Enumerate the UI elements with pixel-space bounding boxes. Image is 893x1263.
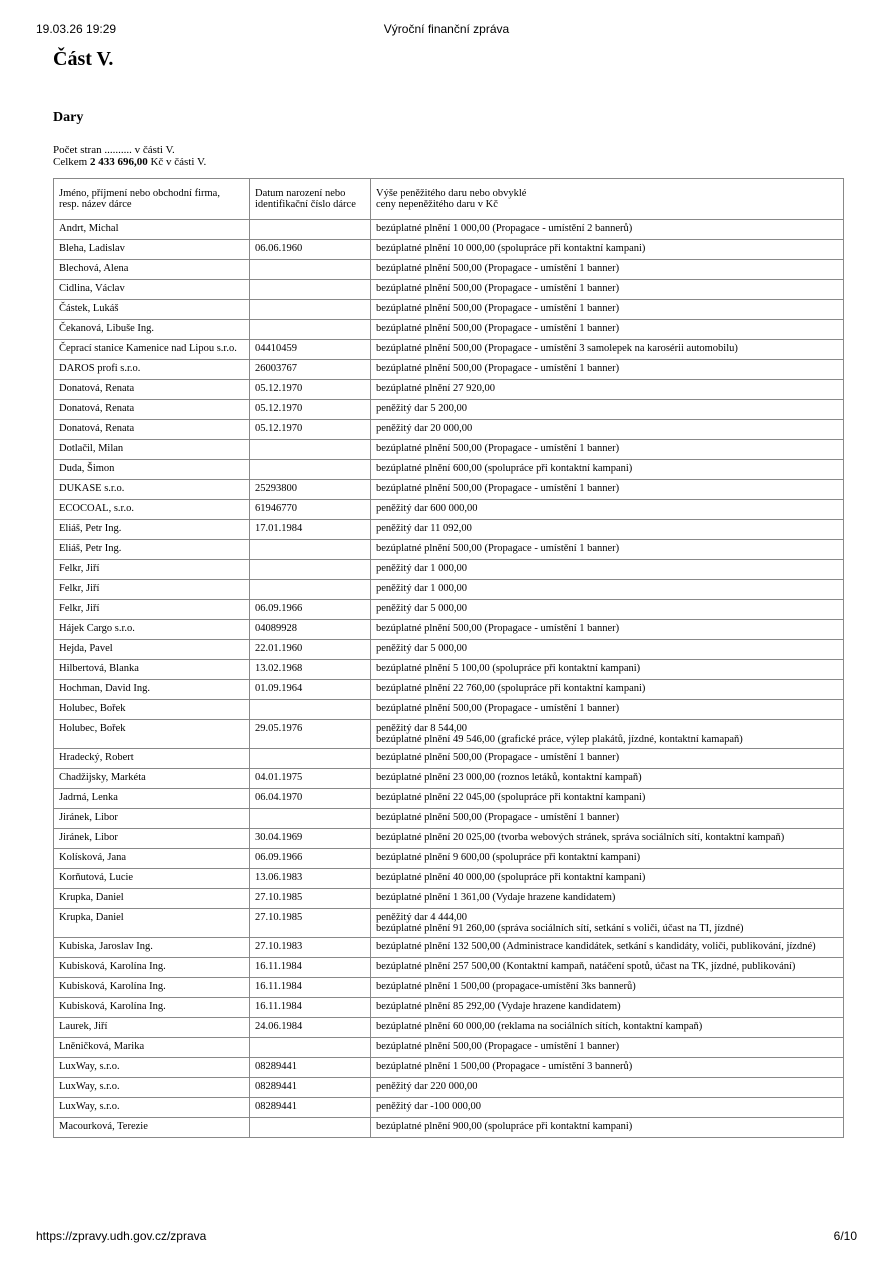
donor-name-cell: LuxWay, s.r.o. xyxy=(54,1058,250,1078)
donor-name-cell: Laurek, Jiří xyxy=(54,1018,250,1038)
donor-id-cell: 04410459 xyxy=(250,340,371,360)
table-row xyxy=(54,1118,844,1138)
donor-id-cell xyxy=(250,700,371,720)
table-row xyxy=(54,909,844,938)
donation-amount-cell: bezúplatné plnění 5 100,00 (spolupráce při kontaktní kampani) xyxy=(371,660,844,680)
donation-amount-cell: peněžitý dar 4 444,00 bezúplatné plnění 91 260,00 (správa sociálních sítí, setkání s voliči, účast na TI, jízdné) xyxy=(371,909,844,938)
donation-amount-cell: peněžitý dar 600 000,00 xyxy=(371,500,844,520)
donor-name-cell: Hochman, David Ing. xyxy=(54,680,250,700)
donor-id-cell xyxy=(250,460,371,480)
donor-name-cell: Kolísková, Jana xyxy=(54,849,250,869)
donor-id-cell: 08289441 xyxy=(250,1078,371,1098)
table-row xyxy=(54,849,844,869)
table-row xyxy=(54,749,844,769)
donation-amount-cell: bezúplatné plnění 500,00 (Propagace - umístění 1 banner) xyxy=(371,809,844,829)
donation-amount-cell: bezúplatné plnění 500,00 (Propagace - umístění 1 banner) xyxy=(371,1038,844,1058)
donor-name-cell: Felkr, Jiří xyxy=(54,580,250,600)
donation-amount-cell: peněžitý dar 5 200,00 xyxy=(371,400,844,420)
donation-amount-cell: peněžitý dar 11 092,00 xyxy=(371,520,844,540)
donor-name-cell: LuxWay, s.r.o. xyxy=(54,1078,250,1098)
donor-id-cell: 24.06.1984 xyxy=(250,1018,371,1038)
donor-id-cell: 04089928 xyxy=(250,620,371,640)
table-row xyxy=(54,869,844,889)
table-row xyxy=(54,680,844,700)
table-row xyxy=(54,938,844,958)
table-row xyxy=(54,1098,844,1118)
table-row xyxy=(54,998,844,1018)
donor-name-cell: Donatová, Renata xyxy=(54,380,250,400)
donor-id-cell: 29.05.1976 xyxy=(250,720,371,749)
donation-amount-cell: bezúplatné plnění 900,00 (spolupráce při kontaktní kampani) xyxy=(371,1118,844,1138)
donor-name-cell: Felkr, Jiří xyxy=(54,560,250,580)
donor-name-cell: Kubisková, Karolína Ing. xyxy=(54,978,250,998)
table-row xyxy=(54,1038,844,1058)
donor-name-cell: Krupka, Daniel xyxy=(54,909,250,938)
donor-id-cell xyxy=(250,1118,371,1138)
page-number: 6/10 xyxy=(833,1229,857,1243)
total-suffix: Kč v části V. xyxy=(147,156,207,168)
table-row xyxy=(54,440,844,460)
donor-id-cell: 13.06.1983 xyxy=(250,869,371,889)
donation-amount-cell: peněžitý dar 8 544,00 bezúplatné plnění 49 546,00 (grafické práce, výlep plakátů, jízdné, kontaktní kamapaň) xyxy=(371,720,844,749)
donor-name-cell: Macourková, Terezie xyxy=(54,1118,250,1138)
table-row xyxy=(54,700,844,720)
donor-id-cell xyxy=(250,1038,371,1058)
donation-amount-cell: peněžitý dar 220 000,00 xyxy=(371,1078,844,1098)
table-row xyxy=(54,240,844,260)
table-row xyxy=(54,720,844,749)
table-row xyxy=(54,380,844,400)
donor-id-cell: 06.09.1966 xyxy=(250,600,371,620)
table-row xyxy=(54,978,844,998)
donor-name-cell: Hejda, Pavel xyxy=(54,640,250,660)
donor-id-cell: 61946770 xyxy=(250,500,371,520)
donor-name-cell: Holubec, Bořek xyxy=(54,700,250,720)
donor-id-cell: 27.10.1985 xyxy=(250,909,371,938)
donation-amount-cell: bezúplatné plnění 500,00 (Propagace - umístění 1 banner) xyxy=(371,440,844,460)
donor-name-cell: DUKASE s.r.o. xyxy=(54,480,250,500)
table-row xyxy=(54,620,844,640)
donor-id-cell: 04.01.1975 xyxy=(250,769,371,789)
donor-name-cell: Cidlina, Václav xyxy=(54,280,250,300)
total-value: 2 433 696,00 xyxy=(89,156,148,168)
donor-id-cell xyxy=(250,220,371,240)
table-row xyxy=(54,560,844,580)
donor-id-cell: 08289441 xyxy=(250,1098,371,1118)
donation-amount-cell: peněžitý dar 5 000,00 xyxy=(371,640,844,660)
table-row xyxy=(54,260,844,280)
table-row xyxy=(54,580,844,600)
table-row xyxy=(54,640,844,660)
part-title: Část V. xyxy=(53,48,114,70)
donor-name-cell: Lněničková, Marika xyxy=(54,1038,250,1058)
table-row xyxy=(54,400,844,420)
donation-amount-cell: bezúplatné plnění 500,00 (Propagace - umístění 1 banner) xyxy=(371,260,844,280)
donor-id-cell: 06.04.1970 xyxy=(250,789,371,809)
table-row xyxy=(54,280,844,300)
header-donation-amount: Výše peněžitého daru nebo obvyklé ceny nepeněžitého daru v Kč xyxy=(371,179,844,220)
donor-id-cell: 27.10.1983 xyxy=(250,938,371,958)
donor-name-cell: Částek, Lukáš xyxy=(54,300,250,320)
page-url: https://zpravy.udh.gov.cz/zprava xyxy=(36,1229,207,1243)
table-header-row xyxy=(54,179,844,220)
donation-amount-cell: bezúplatné plnění 1 361,00 (Vydaje hrazene kandidatem) xyxy=(371,889,844,909)
table-row xyxy=(54,520,844,540)
total-prefix: Celkem xyxy=(53,156,90,168)
donation-amount-cell: peněžitý dar -100 000,00 xyxy=(371,1098,844,1118)
donor-name-cell: Hradecký, Robert xyxy=(54,749,250,769)
donation-amount-cell: bezúplatné plnění 500,00 (Propagace - umístění 1 banner) xyxy=(371,280,844,300)
donor-id-cell: 13.02.1968 xyxy=(250,660,371,680)
total-line xyxy=(53,156,206,168)
donor-name-cell: Chadžijsky, Markéta xyxy=(54,769,250,789)
donation-amount-cell: bezúplatné plnění 500,00 (Propagace - umístění 1 banner) xyxy=(371,749,844,769)
donor-name-cell: Dotlačil, Milan xyxy=(54,440,250,460)
table-row xyxy=(54,360,844,380)
pages-count-line: Počet stran .......... v části V. xyxy=(53,144,175,156)
document-title: Výroční finanční zpráva xyxy=(383,22,510,36)
donor-id-cell: 25293800 xyxy=(250,480,371,500)
donor-id-cell xyxy=(250,300,371,320)
donor-id-cell: 05.12.1970 xyxy=(250,400,371,420)
donation-amount-cell: bezúplatné plnění 22 045,00 (spolupráce při kontaktní kampani) xyxy=(371,789,844,809)
donation-amount-cell: bezúplatné plnění 60 000,00 (reklama na sociálních sítích, kontaktní kampaň) xyxy=(371,1018,844,1038)
donation-amount-cell: bezúplatné plnění 500,00 (Propagace - umístění 1 banner) xyxy=(371,360,844,380)
table-row xyxy=(54,789,844,809)
donor-id-cell xyxy=(250,749,371,769)
donor-name-cell: Duda, Šimon xyxy=(54,460,250,480)
table-row xyxy=(54,958,844,978)
donor-name-cell: Holubec, Bořek xyxy=(54,720,250,749)
table-row xyxy=(54,480,844,500)
donation-amount-cell: bezúplatné plnění 40 000,00 (spolupráce při kontaktní kampani) xyxy=(371,869,844,889)
donation-amount-cell: bezúplatné plnění 500,00 (Propagace - umístění 3 samolepek na karosérii automobilu) xyxy=(371,340,844,360)
donation-amount-cell: bezúplatné plnění 500,00 (Propagace - umístění 1 banner) xyxy=(371,620,844,640)
donor-name-cell: Felkr, Jiří xyxy=(54,600,250,620)
table-row xyxy=(54,660,844,680)
donation-amount-cell: bezúplatné plnění 27 920,00 xyxy=(371,380,844,400)
donation-amount-cell: bezúplatné plnění 600,00 (spolupráce při kontaktní kampani) xyxy=(371,460,844,480)
section-summary xyxy=(53,144,206,168)
donor-name-cell: Donatová, Renata xyxy=(54,400,250,420)
donor-id-cell xyxy=(250,320,371,340)
donor-id-cell: 27.10.1985 xyxy=(250,889,371,909)
table-row xyxy=(54,340,844,360)
donor-name-cell: Kubiska, Jaroslav Ing. xyxy=(54,938,250,958)
donors-table xyxy=(53,178,844,1138)
donation-amount-cell: peněžitý dar 1 000,00 xyxy=(371,580,844,600)
donor-name-cell: Korňutová, Lucie xyxy=(54,869,250,889)
donor-id-cell: 26003767 xyxy=(250,360,371,380)
donor-name-cell: Jiránek, Libor xyxy=(54,829,250,849)
donation-amount-cell: bezúplatné plnění 257 500,00 (Kontaktní kampaň, natáčení spotů, účast na TK, jízdné, publikování) xyxy=(371,958,844,978)
donor-id-cell: 16.11.1984 xyxy=(250,978,371,998)
donation-amount-cell: bezúplatné plnění 500,00 (Propagace - umístění 1 banner) xyxy=(371,540,844,560)
table-row xyxy=(54,769,844,789)
donation-amount-cell: bezúplatné plnění 500,00 (Propagace - umístění 1 banner) xyxy=(371,480,844,500)
donor-name-cell: Bleha, Ladislav xyxy=(54,240,250,260)
donor-name-cell: Eliáš, Petr Ing. xyxy=(54,520,250,540)
donation-amount-cell: peněžitý dar 20 000,00 xyxy=(371,420,844,440)
donor-name-cell: DAROS profi s.r.o. xyxy=(54,360,250,380)
donor-name-cell: Hájek Cargo s.r.o. xyxy=(54,620,250,640)
donation-amount-cell: bezúplatné plnění 20 025,00 (tvorba webových stránek, správa sociálních sítí, kontaktní kampaň) xyxy=(371,829,844,849)
donor-id-cell: 06.09.1966 xyxy=(250,849,371,869)
table-row xyxy=(54,1018,844,1038)
donor-name-cell: Donatová, Renata xyxy=(54,420,250,440)
donation-amount-cell: peněžitý dar 1 000,00 xyxy=(371,560,844,580)
table-row xyxy=(54,600,844,620)
donor-id-cell xyxy=(250,260,371,280)
donation-amount-cell: bezúplatné plnění 1 000,00 (Propagace - umístění 2 bannerů) xyxy=(371,220,844,240)
donation-amount-cell: bezúplatné plnění 500,00 (Propagace - umístění 1 banner) xyxy=(371,320,844,340)
donor-name-cell: Jiránek, Libor xyxy=(54,809,250,829)
donor-name-cell: Blechová, Alena xyxy=(54,260,250,280)
donation-amount-cell: bezúplatné plnění 500,00 (Propagace - umístění 1 banner) xyxy=(371,700,844,720)
table-row xyxy=(54,420,844,440)
donor-name-cell: Čekanová, Libuše Ing. xyxy=(54,320,250,340)
donor-name-cell: Jadrná, Lenka xyxy=(54,789,250,809)
donation-amount-cell: bezúplatné plnění 10 000,00 (spolupráce při kontaktní kampani) xyxy=(371,240,844,260)
donation-amount-cell: bezúplatné plnění 1 500,00 (Propagace - umístění 3 bannerů) xyxy=(371,1058,844,1078)
donor-id-cell: 17.01.1984 xyxy=(250,520,371,540)
donor-id-cell: 08289441 xyxy=(250,1058,371,1078)
donation-amount-cell: peněžitý dar 5 000,00 xyxy=(371,600,844,620)
donation-amount-cell: bezúplatné plnění 23 000,00 (roznos letáků, kontaktní kampaň) xyxy=(371,769,844,789)
table-row xyxy=(54,460,844,480)
table-row xyxy=(54,809,844,829)
table-row xyxy=(54,1058,844,1078)
donor-name-cell: LuxWay, s.r.o. xyxy=(54,1098,250,1118)
donation-amount-cell: bezúplatné plnění 9 600,00 (spolupráce při kontaktní kampani) xyxy=(371,849,844,869)
donor-name-cell: Hilbertová, Blanka xyxy=(54,660,250,680)
donor-id-cell xyxy=(250,280,371,300)
donor-name-cell: ECOCOAL, s.r.o. xyxy=(54,500,250,520)
donor-name-cell: Čeprací stanice Kamenice nad Lipou s.r.o. xyxy=(54,340,250,360)
table-row xyxy=(54,320,844,340)
donor-id-cell xyxy=(250,580,371,600)
table-row xyxy=(54,540,844,560)
donor-id-cell xyxy=(250,809,371,829)
donor-name-cell: Eliáš, Petr Ing. xyxy=(54,540,250,560)
donation-amount-cell: bezúplatné plnění 22 760,00 (spolupráce při kontaktní kampani) xyxy=(371,680,844,700)
donor-name-cell: Kubisková, Karolína Ing. xyxy=(54,958,250,978)
table-row xyxy=(54,500,844,520)
donation-amount-cell: bezúplatné plnění 85 292,00 (Vydaje hrazene kandidatem) xyxy=(371,998,844,1018)
donor-id-cell xyxy=(250,560,371,580)
donor-id-cell xyxy=(250,440,371,460)
donor-id-cell: 16.11.1984 xyxy=(250,998,371,1018)
donation-amount-cell: bezúplatné plnění 500,00 (Propagace - umístění 1 banner) xyxy=(371,300,844,320)
table-row xyxy=(54,1078,844,1098)
donor-name-cell: Krupka, Daniel xyxy=(54,889,250,909)
donor-id-cell: 05.12.1970 xyxy=(250,380,371,400)
print-datetime: 19.03.26 19:29 xyxy=(36,22,117,36)
header-donor-id: Datum narození nebo identifikační číslo dárce xyxy=(250,179,371,220)
donation-amount-cell: bezúplatné plnění 132 500,00 (Administrace kandidátek, setkání s kandidáty, voliči, publikování, jízdné) xyxy=(371,938,844,958)
donor-name-cell: Kubisková, Karolína Ing. xyxy=(54,998,250,1018)
donor-name-cell: Andrt, Michal xyxy=(54,220,250,240)
header-donor-name: Jméno, příjmení nebo obchodní firma, resp. název dárce xyxy=(54,179,250,220)
section-title: Dary xyxy=(53,110,84,125)
donor-id-cell: 06.06.1960 xyxy=(250,240,371,260)
donor-id-cell: 22.01.1960 xyxy=(250,640,371,660)
table-row xyxy=(54,829,844,849)
donation-amount-cell: bezúplatné plnění 1 500,00 (propagace-umístění 3ks bannerů) xyxy=(371,978,844,998)
table-row xyxy=(54,889,844,909)
donor-id-cell xyxy=(250,540,371,560)
donor-id-cell: 16.11.1984 xyxy=(250,958,371,978)
donor-id-cell: 30.04.1969 xyxy=(250,829,371,849)
table-row xyxy=(54,300,844,320)
donor-id-cell: 01.09.1964 xyxy=(250,680,371,700)
table-row xyxy=(54,220,844,240)
donor-id-cell: 05.12.1970 xyxy=(250,420,371,440)
